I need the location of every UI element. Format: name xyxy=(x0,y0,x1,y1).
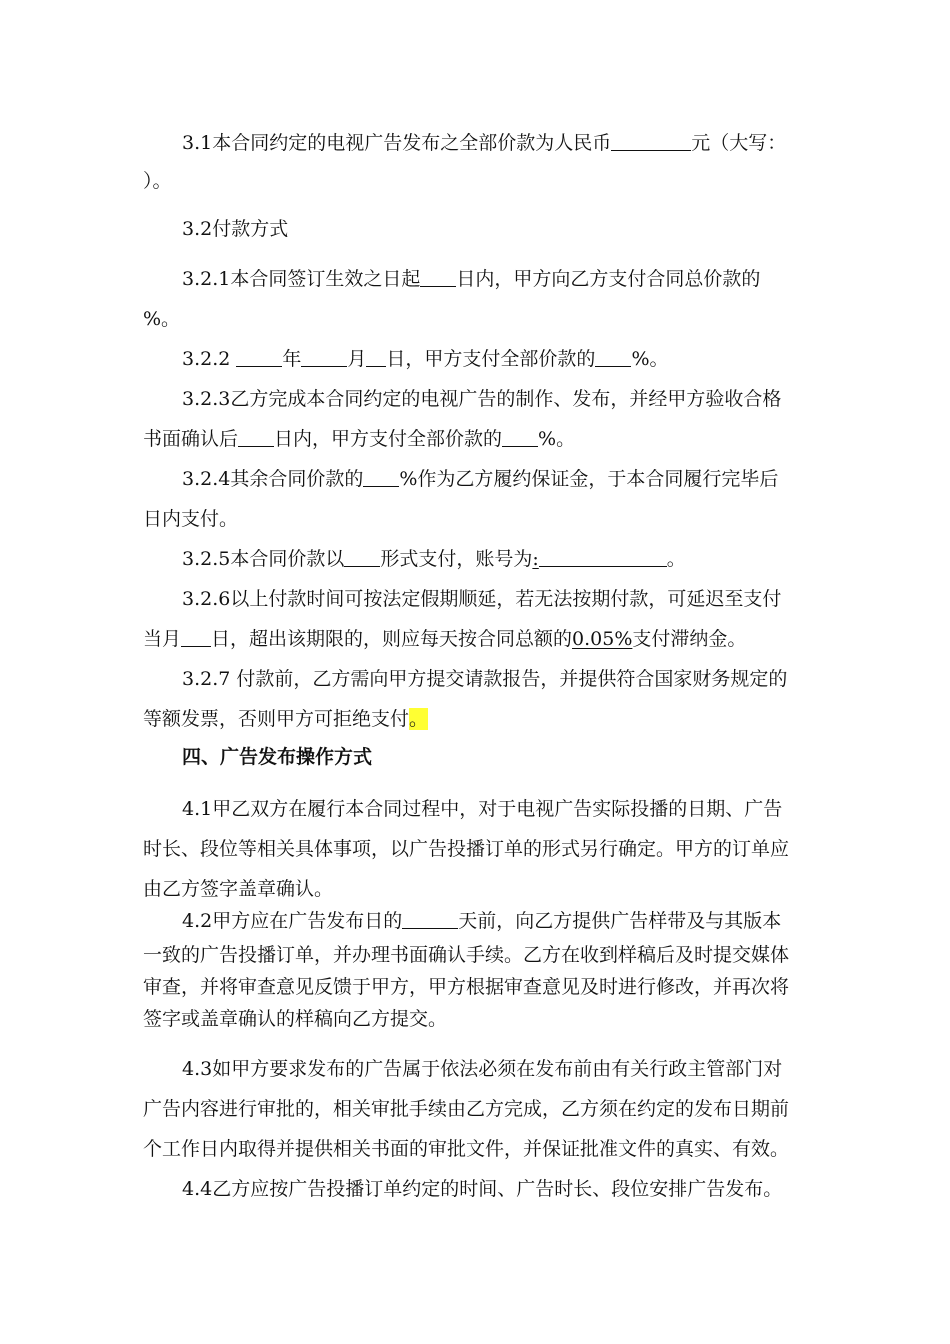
clause-text: 时长、段位等相关具体事项，以广告投播订单的形式另行确定。甲方的订单应 xyxy=(143,838,790,860)
clause-text: 天前，向乙方提供广告样带及与其版本 xyxy=(458,910,782,932)
clause-text: %作为乙方履约保证金，于本合同履行完毕后 xyxy=(399,468,779,490)
day-blank xyxy=(181,626,211,647)
clause-text: 元（大写： xyxy=(691,132,787,154)
clause-text: 4.1甲乙双方在履行本合同过程中，对于电视广告实际投播的日期、广告 xyxy=(182,798,783,820)
clause-4-3-line-1 xyxy=(0,1054,950,1084)
clause-text: 3.1本合同约定的电视广告发布之全部价款为人民币 xyxy=(182,132,612,154)
clause-text: 4.2甲方应在广告发布日的 xyxy=(182,910,403,932)
clause-3-2-1-line-2 xyxy=(0,304,950,334)
clause-4-1-line-2 xyxy=(0,834,950,864)
clause-text: 日内支付。 xyxy=(143,508,239,530)
clause-text: 3.2.7 付款前，乙方需向甲方提交请款报告，并提供符合国家财务规定的 xyxy=(182,668,788,690)
clause-3-2-3-line-1 xyxy=(0,384,950,414)
clause-text: 3.2.4其余合同价款的 xyxy=(182,468,364,490)
clause-3-1-line-1 xyxy=(0,128,950,158)
clause-4-1-line-3 xyxy=(0,874,950,904)
clause-3-2-7-line-2 xyxy=(0,704,950,734)
days-blank xyxy=(420,266,456,287)
clause-text: 日内，甲方向乙方支付合同总价款的 xyxy=(456,268,761,290)
clause-text: 等额发票，否则甲方可拒绝支付 xyxy=(143,708,410,730)
clause-text: 3.2.6以上付款时间可按法定假期顺延，若无法按期付款，可延迟至支付 xyxy=(182,588,782,610)
clause-text: 4.3如甲方要求发布的广告属于依法必须在发布前由有关行政主管部门对 xyxy=(182,1058,783,1080)
clause-text: 。 xyxy=(666,548,686,570)
clause-3-2-6-line-2 xyxy=(0,624,950,654)
clause-text: 广告内容进行审批的，相关审批手续由乙方完成，乙方须在约定的发布日期前 xyxy=(143,1098,790,1120)
clause-4-3-line-2 xyxy=(0,1094,950,1124)
clause-4-2-line-3 xyxy=(0,972,950,1002)
heading-text: 四、广告发布操作方式 xyxy=(182,746,373,768)
clause-text: 3.2.1本合同签订生效之日起 xyxy=(182,268,421,290)
clause-3-2-6-line-1 xyxy=(0,584,950,614)
month-blank xyxy=(301,346,347,367)
clause-4-2-line-1 xyxy=(0,906,950,936)
late-fee-rate: 0.05% xyxy=(572,628,633,650)
clause-3-2-4-line-2 xyxy=(0,504,950,534)
clause-text: 当月 xyxy=(143,628,182,650)
clause-text: %。 xyxy=(143,308,181,330)
clause-text: 由乙方签字盖章确认。 xyxy=(143,878,334,900)
clause-text: 3.2.3乙方完成本合同约定的电视广告的制作、发布，并经甲方验收合格 xyxy=(182,388,782,410)
clause-text: ）。 xyxy=(143,170,172,192)
percent-blank xyxy=(363,466,399,487)
clause-4-1-line-1 xyxy=(0,794,950,824)
amount-blank xyxy=(611,130,691,151)
clause-text: 3.2.5本合同价款以 xyxy=(182,548,345,570)
clause-text: 书面确认后 xyxy=(143,428,239,450)
section-4-heading xyxy=(0,742,950,772)
year-blank xyxy=(236,346,282,367)
clause-text: %。 xyxy=(631,348,669,370)
clause-text: 个工作日内取得并提供相关书面的审批文件，并保证批准文件的真实、有效。 xyxy=(143,1138,790,1160)
clause-text: 月 xyxy=(347,348,367,370)
clause-3-2 xyxy=(0,214,950,244)
clause-text: %。 xyxy=(538,428,576,450)
clause-3-2-1-line-1 xyxy=(0,264,950,294)
clause-text: 日，超出该期限的，则应每天按合同总额的 xyxy=(211,628,573,650)
clause-text: 审查，并将审查意见反馈于甲方，甲方根据审查意见及时进行修改，并再次将 xyxy=(143,976,790,998)
day-blank xyxy=(366,346,386,367)
account-colon: : xyxy=(532,548,539,570)
days-blank xyxy=(402,908,458,929)
clause-4-2-line-4 xyxy=(0,1004,950,1034)
clause-text: 4.4乙方应按广告投播订单约定的时间、广告时长、段位安排广告发布。 xyxy=(182,1178,783,1200)
days-blank xyxy=(238,426,274,447)
clause-3-1-line-2 xyxy=(0,166,950,196)
clause-text: 年 xyxy=(282,348,302,370)
clause-text: 日内，甲方支付全部价款的 xyxy=(274,428,503,450)
clause-3-2-5 xyxy=(0,544,950,574)
clause-text: 日，甲方支付全部价款的 xyxy=(386,348,596,370)
clause-4-3-line-3 xyxy=(0,1134,950,1164)
percent-blank xyxy=(595,346,631,367)
clause-text: 签字或盖章确认的样稿向乙方提交。 xyxy=(143,1008,448,1030)
clause-text: 3.2.2 xyxy=(182,348,237,370)
payment-form-blank xyxy=(344,546,380,567)
clause-3-2-7-line-1 xyxy=(0,664,950,694)
clause-text: 支付滞纳金。 xyxy=(632,628,747,650)
account-blank xyxy=(539,546,667,567)
clause-3-2-2 xyxy=(0,344,950,374)
clause-4-2-line-2 xyxy=(0,940,950,970)
clause-text: 形式支付，账号为 xyxy=(380,548,533,570)
percent-blank xyxy=(502,426,538,447)
clause-4-4 xyxy=(0,1174,950,1204)
highlighted-period: 。 xyxy=(409,708,429,730)
clause-3-2-3-line-2 xyxy=(0,424,950,454)
clause-text: 3.2付款方式 xyxy=(182,218,289,240)
clause-3-2-4-line-1 xyxy=(0,464,950,494)
clause-text: 一致的广告投播订单，并办理书面确认手续。乙方在收到样稿后及时提交媒体 xyxy=(143,944,790,966)
